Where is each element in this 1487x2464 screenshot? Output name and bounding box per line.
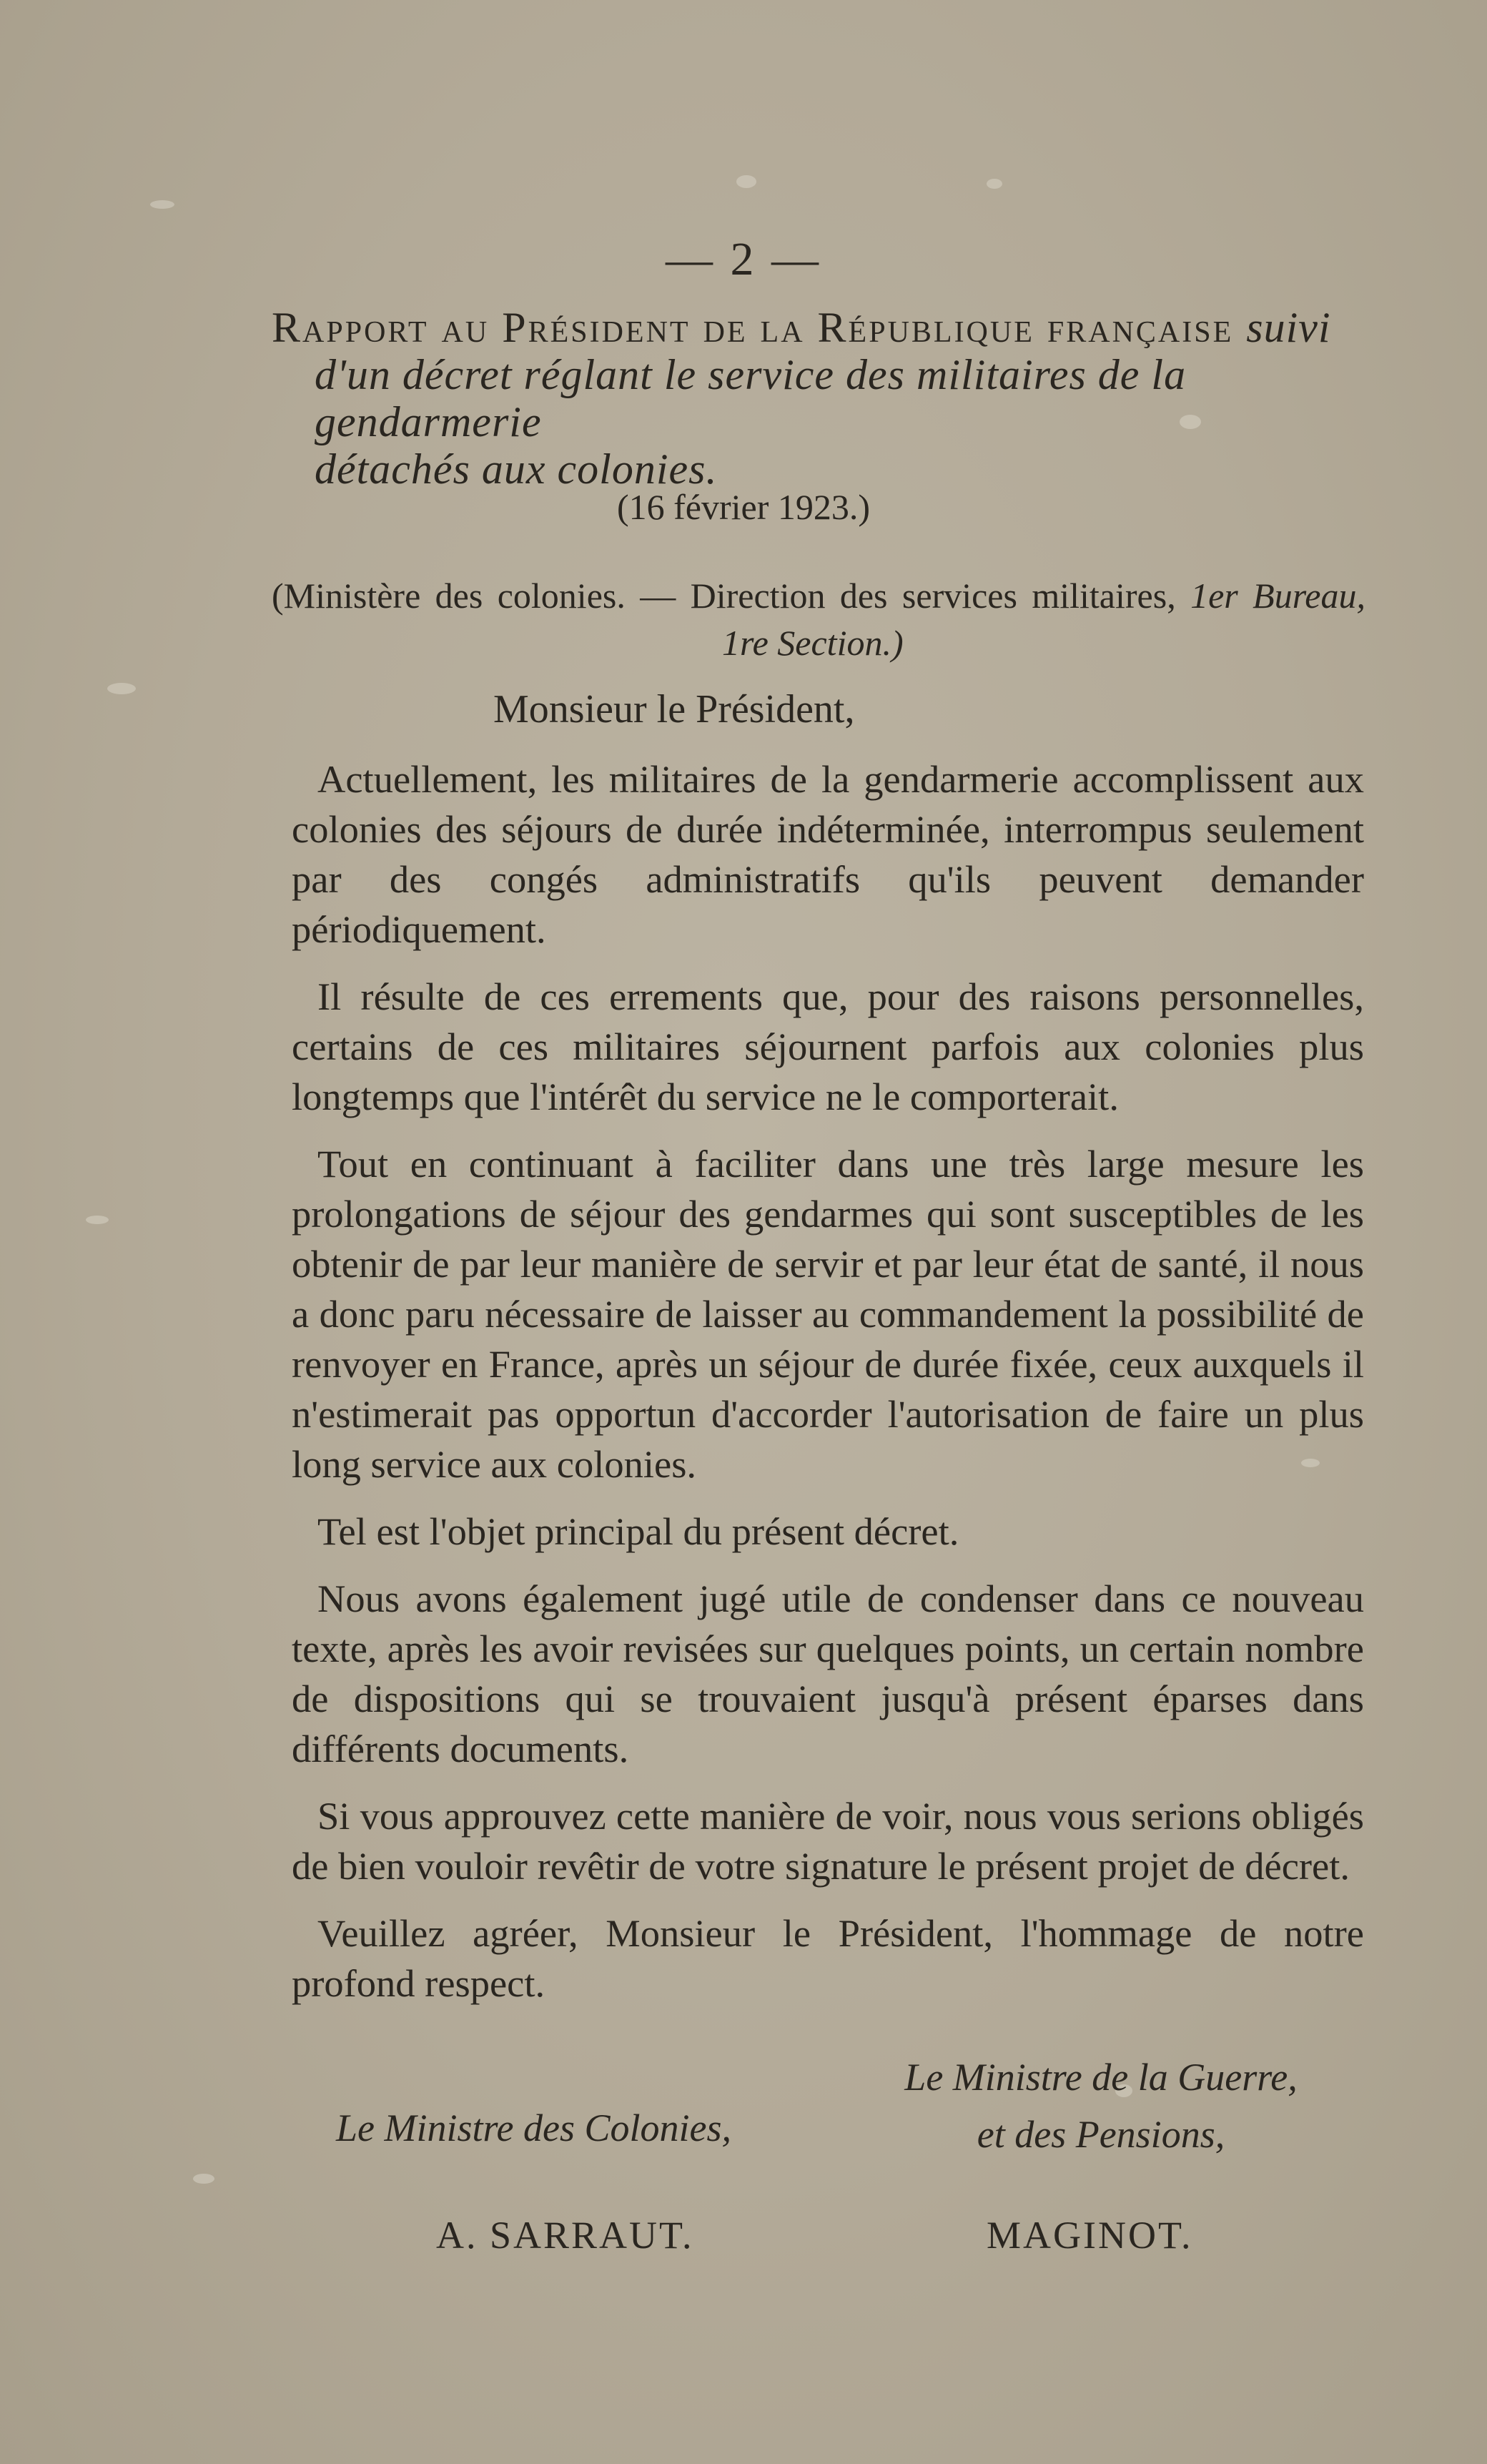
signatory-left-title: Le Ministre des Colonies, bbox=[336, 2106, 731, 2149]
paragraph: Veuillez agréer, Monsieur le Président, l'hommage de notre profond respect. bbox=[292, 1911, 1364, 2005]
paragraph: Si vous approuvez cette manière de voir, nous vous serions obligés de bien vouloir revêtir de votre signature le présent projet de décret. bbox=[292, 1794, 1364, 1888]
signatory-right-title-line-2: et des Pensions, bbox=[977, 2113, 1225, 2156]
paragraph: Tout en continuant à faciliter dans une très large mesure les prolongations de séjour des gendarmes qui sont susceptibles de les obtenir de par leur manière de servir et par leur état de santé, il nous a donc paru nécessaire de laisser au commandement la possibilité de renvoyer en France, après un séjour de durée fixée, ceux auxquels il n'estimerait pas opportun d'accorder l'autorisation de faire un plus long service aux colonies. bbox=[292, 1142, 1364, 1486]
report-body bbox=[292, 754, 1364, 2026]
title-line-3: détachés aux colonies. bbox=[315, 445, 718, 493]
signatory-right-title-line-1: Le Ministre de la Guerre, bbox=[904, 2056, 1298, 2099]
salutation: Monsieur le Président, bbox=[493, 687, 855, 731]
report-date: (16 février 1923.) bbox=[616, 487, 871, 527]
ministry-section: 1re Section.) bbox=[722, 623, 904, 663]
title-suffix: suivi bbox=[1246, 304, 1331, 351]
title-line-2: d'un décret réglant le service des militaires de la gendarmerie bbox=[315, 351, 1187, 445]
signatory-right-name: MAGINOT. bbox=[987, 2214, 1193, 2257]
ministry-line bbox=[272, 572, 1365, 619]
page-number: — 2 — bbox=[666, 233, 821, 285]
signatory-right-title bbox=[872, 2049, 1330, 2163]
ministry-section-line bbox=[722, 619, 904, 666]
ministry-bureau: 1er Bureau, bbox=[1190, 576, 1365, 616]
title-line-1 bbox=[272, 304, 1365, 351]
paragraph: Actuellement, les militaires de la gendarmerie accomplissent aux colonies des séjours de durée indéterminée, interrompus seulement par des congés administratifs qu'ils peuvent demander périodiquement. bbox=[292, 757, 1364, 951]
paragraph: Nous avons également jugé utile de condenser dans ce nouveau texte, après les avoir revisées sur quelques points, un certain nombre de dispositions qui se trouvaient jusqu'à présent éparses dans différents documents. bbox=[292, 1577, 1364, 1770]
signatory-left-name: A. SARRAUT. bbox=[436, 2214, 694, 2257]
signature-block bbox=[272, 2049, 1365, 2263]
title-main-text: Rapport au Président de la République française bbox=[272, 304, 1234, 351]
paragraph: Tel est l'objet principal du présent décret. bbox=[317, 1509, 959, 1553]
ministry-text: (Ministère des colonies. — Direction des services militaires, bbox=[272, 576, 1176, 616]
paragraph: Il résulte de ces errements que, pour des raisons personnelles, certains de ces militaires séjournent parfois aux colonies plus longtemps que l'intérêt du service ne le comporterait. bbox=[292, 975, 1364, 1118]
report-title bbox=[272, 304, 1365, 493]
